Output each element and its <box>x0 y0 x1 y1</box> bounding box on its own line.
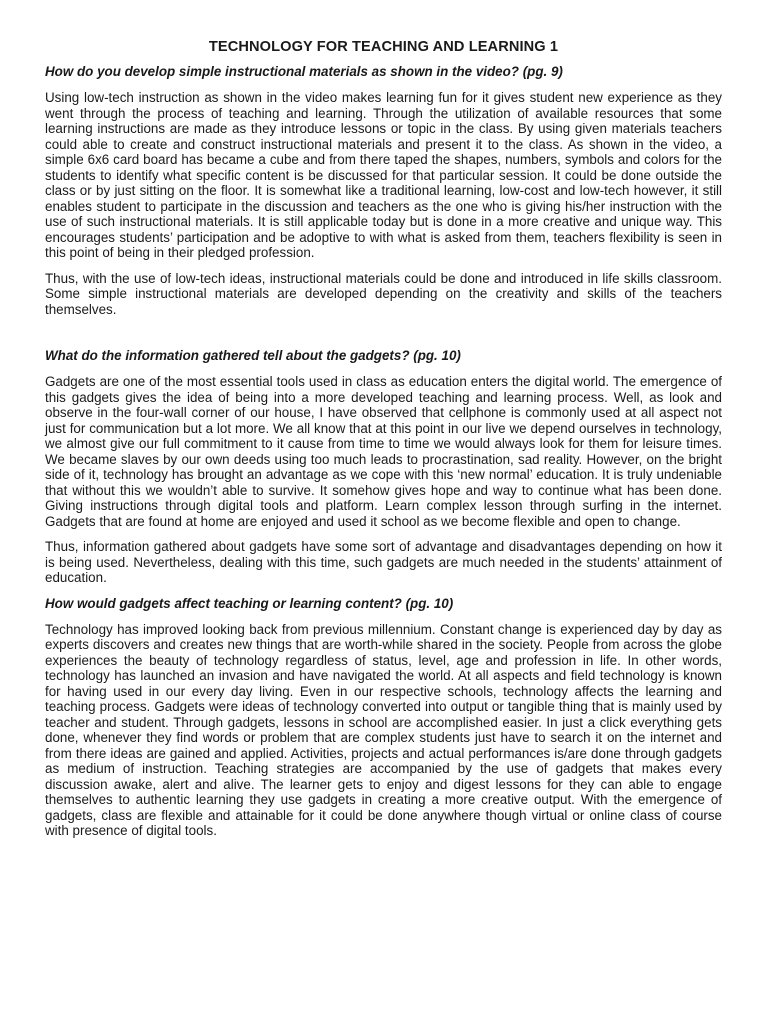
section-2-question: What do the information gathered tell about the gadgets? (pg. 10) <box>45 348 461 363</box>
section-1-paragraph-1: Using low-tech instruction as shown in the video makes learning fun for it gives student new experience as they went through the process of teaching and learning. Through the utilization of available resources that some learning instructions are made as they introduce lessons or topic in the class. By using given materials teachers could able to create and construct instructional materials and present it to the class. As shown in the video, a simple 6x6 card board has became a cube and from there taped the shapes, numbers, symbols and colors for the students to identify what specific content is be discussed for that particular session. It could be done outside the class or by just sitting on the floor. It is somewhat like a traditional learning, low-cost and low-tech however, it still enables student to participate in the discussion and teachers as the one who is giving his/her instruction with the use of such instructional materials. It is still applicable today but is done in a more creative and unique way. This encourages students’ participation and be adoptive to with what is asked from them, teachers flexibility is seen in this point of being in their pledged profession. <box>45 90 722 260</box>
section-3-paragraph-1: Technology has improved looking back from previous millennium. Constant change is experienced day by day as experts discovers and creates new things that are worth-while shared in the society. People from across the globe experiences the beauty of technology regardless of status, level, age and profession in life. In other words, technology has launched an invasion and have navigated the world. At all aspects and field technology is known for having used in our every day living. Even in our respective schools, technology affects the learning and teaching process. Gadgets were ideas of technology converted into output or tangible thing that is mainly used by teacher and student. Through gadgets, lessons in school are accomplished easier. In just a click everything gets done, whenever they find words or problem that are complex students just have to search it on the internet and from there ideas are gained and applied. Activities, projects and actual performances is/are done through gadgets as medium of instruction. Teaching strategies are accompanied by the use of gadgets that makes every discussion awake, alert and alive. The learner gets to enjoy and digest lessons for they can able to engage themselves to authentic learning they use gadgets in creating a more creative output. With the emergence of gadgets, class are flexible and attainable for it could be done anywhere though virtual or online class of course with presence of digital tools. <box>45 621 722 838</box>
document-page <box>45 38 722 849</box>
section-1-question: How do you develop simple instructional materials as shown in the video? (pg. 9) <box>45 64 563 79</box>
section-3-question: How would gadgets affect teaching or learning content? (pg. 10) <box>45 595 454 611</box>
document-title: TECHNOLOGY FOR TEACHING AND LEARNING 1 <box>208 39 559 55</box>
section-2 <box>45 348 722 586</box>
section-3 <box>45 596 722 839</box>
section-2-paragraph-2: Thus, information gathered about gadgets have some sort of advantage and disadvantages depending on how it is being used. Nevertheless, dealing with this time, such gadgets are much needed in the students’ attainment of education. <box>45 539 722 585</box>
section-spacer <box>45 327 722 348</box>
section-1-paragraph-2: Thus, with the use of low-tech ideas, instructional materials could be done and introduced in life skills classroom. Some simple instructional materials are developed depending on the creativity and skills of the teachers themselves. <box>45 270 722 317</box>
section-2-paragraph-1: Gadgets are one of the most essential tools used in class as education enters the digital world. The emergence of this gadgets gives the idea of being into a more developed teaching and learning process. Well, as look and observe in the four-wall corner of our house, I have observed that cellphone is commonly used at all aspect not just for communication but a lot more. We all know that at this point in our live we depend ourselves in technology, we almost give our full commitment to it cause from time to time we would always look for them for leisure times. We became slaves by our own deeds using too much leads to procrastination, sad reality. However, on the bright side of it, technology has brought an advantage as we cope with this ‘new normal’ education. It is truly undeniable that without this we wouldn’t able to survive. It somehow gives hope and way to continue what has been done. Giving instructions through digital tools and platform. Learn complex lesson through surfing in the internet. Gadgets that are found at home are enjoyed and used it school as we become flexible and open to change. <box>45 374 722 529</box>
section-1 <box>45 64 722 317</box>
